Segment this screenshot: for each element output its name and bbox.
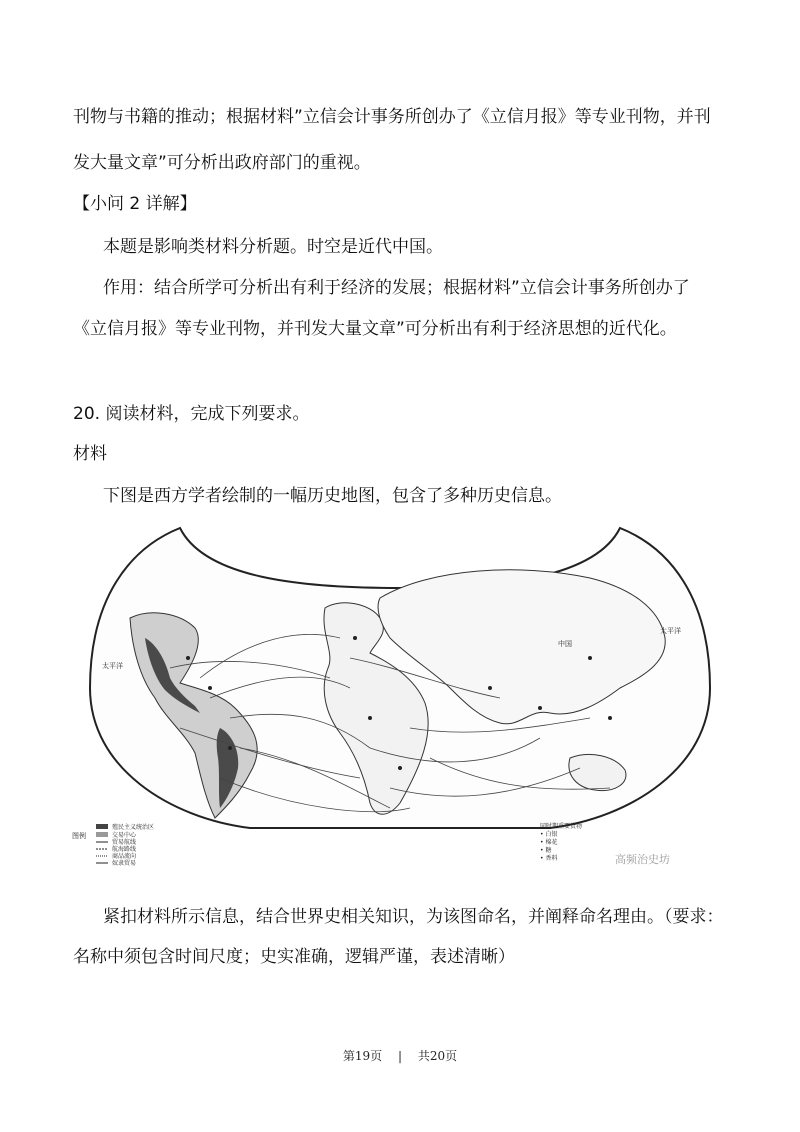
paragraph-line: 下图是西方学者绘制的一幅历史地图，包含了多种历史信息。 <box>103 486 562 506</box>
question-requirements: 名称中须包含时间尺度；史实准确，逻辑严谨，表述清晰） <box>73 947 515 967</box>
legend-item: • 白银 <box>540 831 558 838</box>
legend-item: 商品流向 <box>112 853 137 860</box>
map-label-pacific-left: 太平洋 <box>102 662 123 670</box>
legend-item: • 糖 <box>540 847 552 854</box>
map-label-china: 中国 <box>558 640 572 648</box>
watermark-text: 高频治史坊 <box>615 853 670 866</box>
page-number: 第19页 <box>342 1049 383 1063</box>
legend-item: 同时期重要货物 <box>540 823 583 830</box>
legend-right <box>540 822 582 862</box>
paragraph-line: 作用：结合所学可分析出有利于经济的发展；根据材料”立信会计事务所创办了 <box>103 278 690 298</box>
legend-item: 航海路线 <box>112 846 137 853</box>
question-heading: 20. 阅读材料，完成下列要求。 <box>73 404 310 424</box>
page-total: 共20页 <box>417 1049 458 1063</box>
paragraph-line: 《立信月报》等专业刊物，并刊发大量文章”可分析出有利于经济思想的近代化。 <box>73 319 677 339</box>
legend-item: 贸易航线 <box>112 839 137 846</box>
legend-item: 交易中心 <box>112 832 137 839</box>
question-prompt: 紧扣材料所示信息，结合世界史相关知识，为该图命名，并阐释命名理由。（要求： <box>103 907 724 927</box>
legend-item: • 香料 <box>540 855 558 862</box>
legend-side-label: 图例 <box>72 832 86 840</box>
material-label: 材料 <box>73 444 107 464</box>
legend-item: 殖民主义统治区 <box>112 824 155 831</box>
page-footer <box>0 1047 800 1064</box>
paragraph-line: 刊物与书籍的推动；根据材料”立信会计事务所创办了《立信月报》等专业刊物，并刊 <box>73 107 711 127</box>
paragraph-line: 发大量文章”可分析出政府部门的重视。 <box>73 153 371 173</box>
legend-item: • 棉花 <box>540 839 558 846</box>
map-label-pacific-right: 太平洋 <box>660 627 681 635</box>
footer-separator: | <box>397 1049 403 1063</box>
paragraph-line: 本题是影响类材料分析题。时空是近代中国。 <box>103 237 443 257</box>
historical-world-map <box>70 518 730 880</box>
legend-item: 奴隶贸易 <box>112 860 137 867</box>
sub-question-heading: 【小问 2 详解】 <box>73 194 197 214</box>
legend-left <box>96 823 154 867</box>
